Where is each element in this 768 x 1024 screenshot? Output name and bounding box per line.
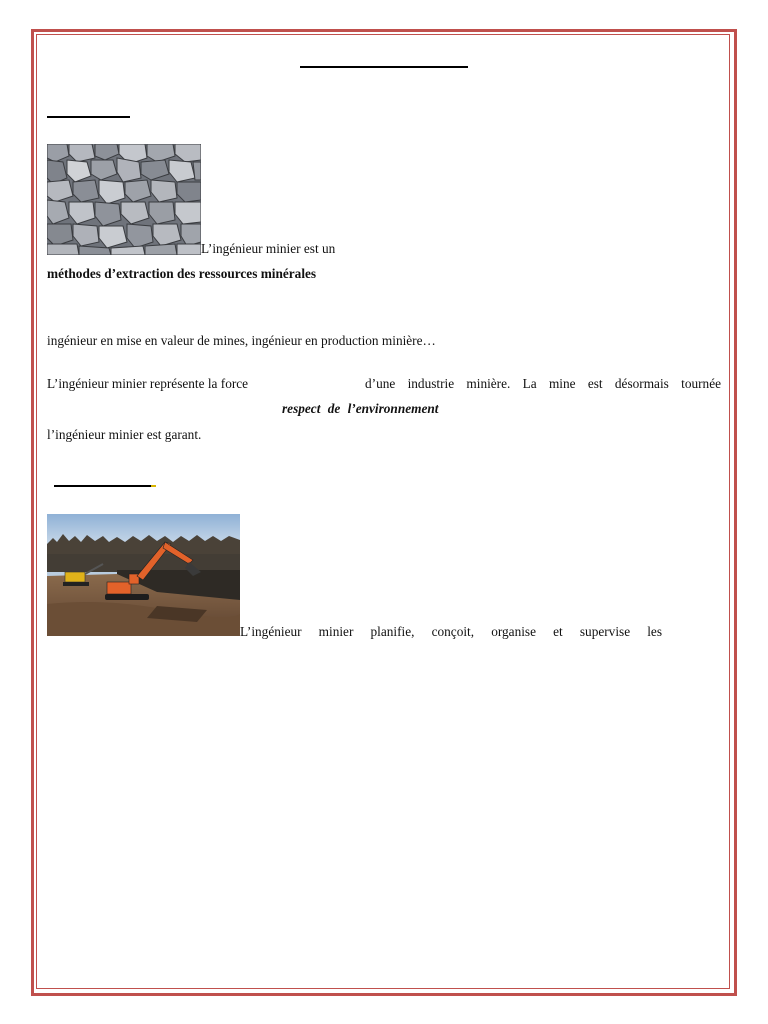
paragraph3-line1: L’ingénieur minier planifie, conçoit, organise et supervise les — [240, 624, 662, 639]
paragraph1-bold-phrase: méthodes d’extraction des ressources minérales — [47, 266, 317, 281]
title-underline — [300, 66, 468, 68]
section2-heading-highlight — [151, 485, 156, 487]
paragraph1-line3: ingénieur en mise en valeur de mines, ingénieur en production minière… — [47, 333, 436, 348]
paragraph2-line1-part-b: d’une industrie minière. La mine est désormais tournée — [365, 376, 721, 391]
excavator-image — [47, 514, 240, 636]
paragraph2-bolditalic-phrase: respect de l’environnement — [282, 401, 439, 416]
paragraph2-line1-part-a: L’ingénieur minier représente la force — [47, 376, 249, 391]
section2-heading-underline — [54, 485, 151, 487]
rock-pile-image — [47, 144, 201, 255]
paragraph2-line3: l’ingénieur minier est garant. — [47, 427, 202, 442]
paragraph1-line1: L’ingénieur minier est un — [201, 241, 336, 256]
section1-heading-underline — [47, 116, 130, 118]
